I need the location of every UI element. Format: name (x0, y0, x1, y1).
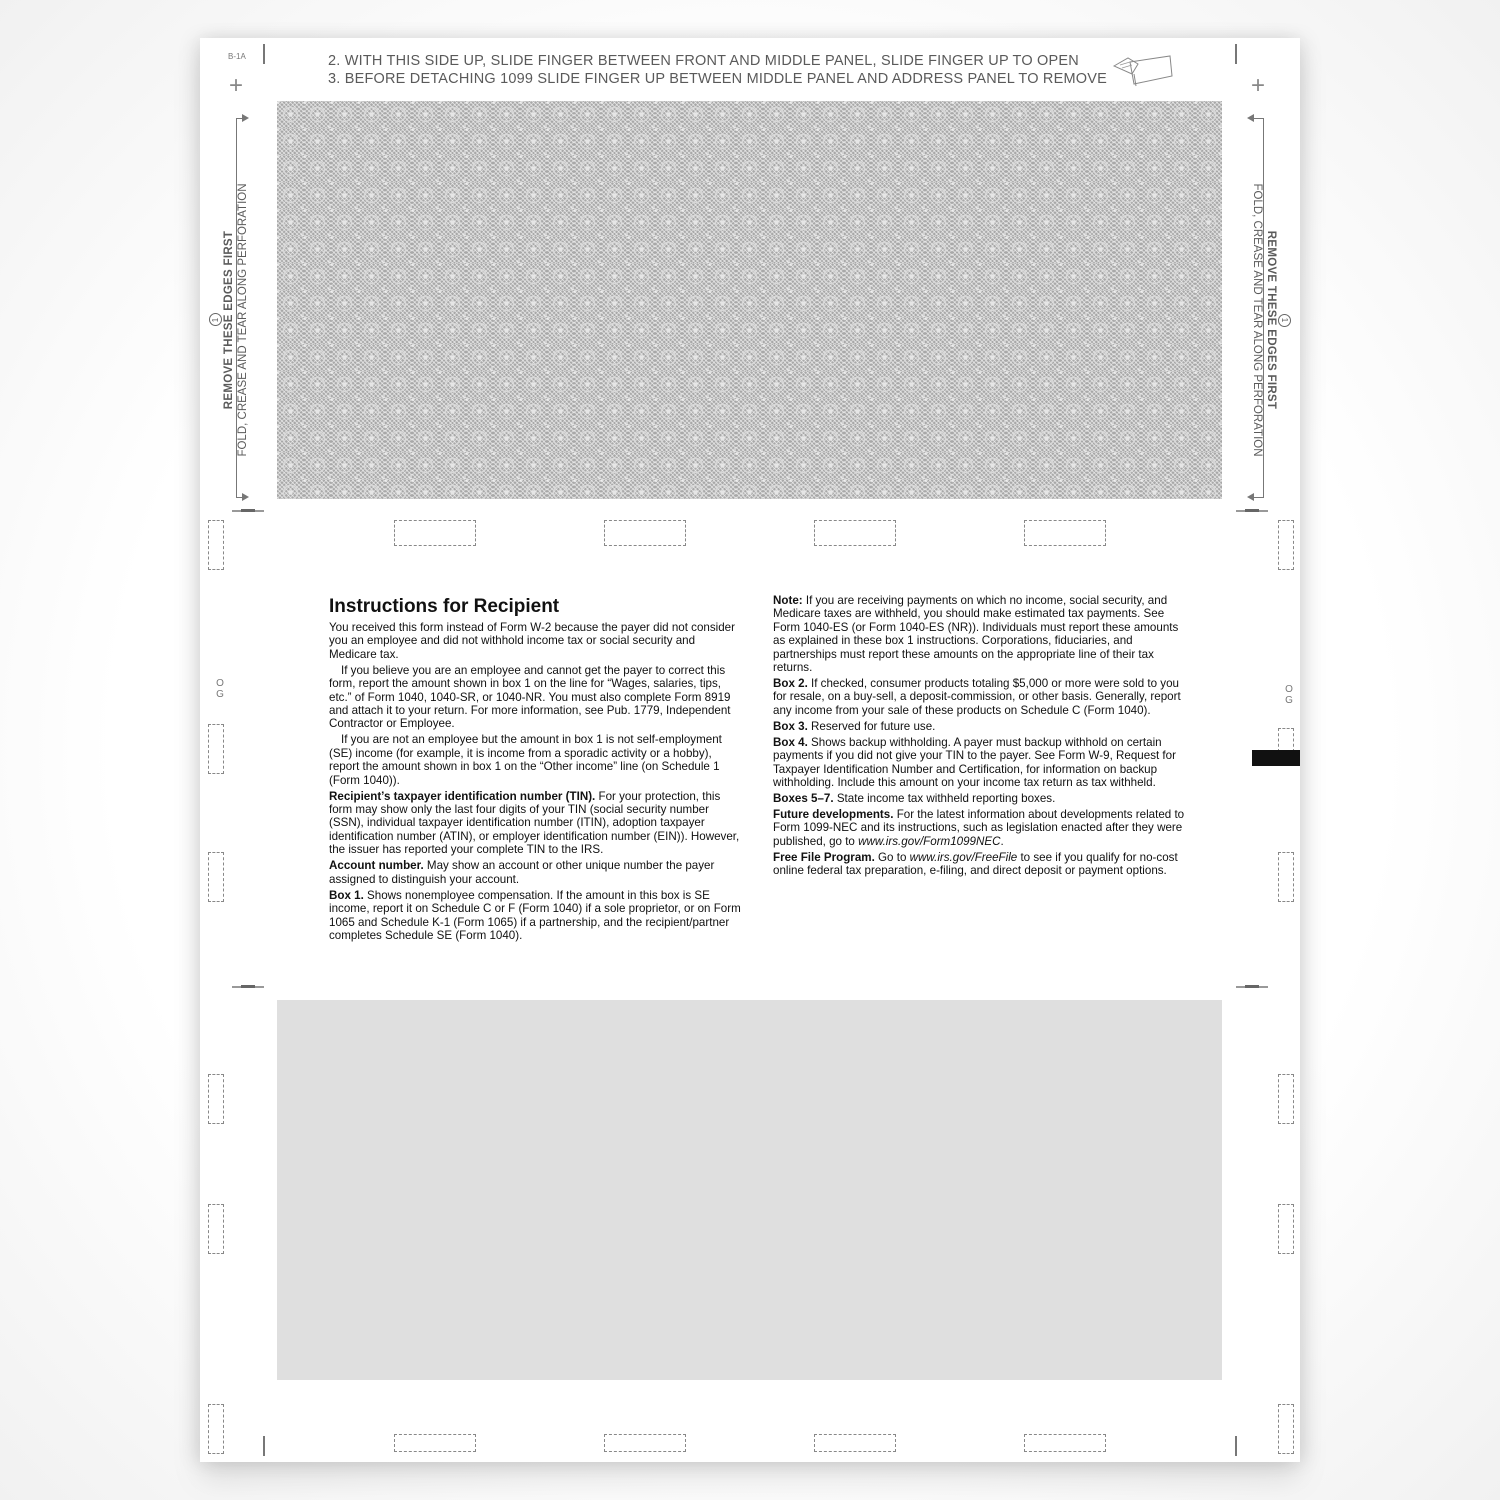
paragraph-text: Reserved for future use. (807, 719, 936, 733)
paragraph-heading: Free File Program. (773, 850, 875, 864)
instruction-paragraph (329, 889, 741, 943)
perforation-window (208, 1074, 224, 1124)
paragraph-text: You received this form instead of Form W-2 because the payer did not consider you an employee and did not withhold income tax or social security and Medicare tax. (329, 621, 735, 661)
instruction-paragraph (773, 720, 1185, 733)
perforation-window (814, 520, 896, 546)
remove-edges-text: REMOVE THESE EDGES FIRST (223, 230, 235, 410)
perforation-window (814, 1434, 896, 1452)
perforation-window (208, 852, 224, 902)
trim-mark (1235, 1436, 1237, 1456)
og-letter-g: G (1285, 695, 1293, 706)
timing-mark-bar (1252, 750, 1300, 766)
instruction-paragraph (773, 851, 1185, 878)
opening-instructions (328, 52, 1107, 88)
og-mark-right (1283, 684, 1295, 706)
instruction-paragraph (329, 664, 741, 731)
paragraph-heading: Boxes 5–7. (773, 792, 834, 806)
fold-mark (1236, 510, 1268, 512)
perforation-window (1278, 1404, 1294, 1454)
perforation-window (208, 520, 224, 570)
perforation-window (1278, 852, 1294, 902)
paragraph-text: Shows backup withholding. A payer must backup withhold on certain payments if you did not give your TIN to the payer. See Form W-9, Request for Taxpayer Identification Number and Certification, for information on backup withholding. Include this amount on your income tax return as tax withheld. (773, 735, 1176, 790)
paragraph-text: If you believe you are an employee and cannot get the payer to correct this form, report the amount shown in box 1 on the line for “Wages, salaries, tips, etc.” of Form 1040, 1040-SR, or 1040-NR. You must also complete Form 8919 and attach it to your return. For more information, see Pub. 1779, Independent Contractor or Employee. (329, 663, 731, 731)
instruction-step-2: 2. WITH THIS SIDE UP, SLIDE FINGER BETWEEN FRONT AND MIDDLE PANEL, SLIDE FINGER UP TO OPEN (328, 53, 1079, 69)
fold-mark (232, 510, 264, 512)
paragraph-text: For your protection, this form may show only the last four digits of your TIN (social security number (SSN), individual taxpayer identification number (ITIN), adoption taxpayer identification number (ATIN), or employer identification number (EIN)). However, the issuer has reported your complete TIN to the IRS. (329, 789, 740, 857)
paragraph-heading: Box 1. (329, 888, 364, 902)
paragraph-heading: Box 3. (773, 719, 808, 733)
instructions-right-column (773, 594, 1185, 880)
instruction-paragraph (329, 859, 741, 886)
instruction-paragraph (329, 733, 741, 787)
perforation-window (1278, 520, 1294, 570)
og-letter-o: O (1285, 684, 1293, 695)
paragraph-text: If checked, consumer products totaling $5,000 or more were sold to you for resale, on a buy-sell, a deposit-commission, or other basis. Generally, report any income from your sale of these products on Schedule C (Form 1040). (773, 677, 1181, 717)
address-panel-blank (277, 1000, 1222, 1380)
paragraph-text: If you are receiving payments on which no income, social security, and Medicare taxes are withheld, you should make estimated tax payments. See Form 1040-ES (or Form 1040-ES (NR)). Individuals must report these amounts as explained in these box 1 instructions. Corporations, fiduciaries, and partnerships must report these amounts on the appropriate line of their tax returns. (773, 594, 1179, 675)
paragraph-heading: Box 4. (773, 735, 808, 749)
irs-form1099nec-link[interactable]: www.irs.gov/Form1099NEC (858, 834, 1001, 848)
instruction-paragraph (773, 594, 1185, 674)
paragraph-text: . (1000, 834, 1004, 848)
instructions-title: Instructions for Recipient (329, 596, 560, 617)
paragraph-text: Shows nonemployee compensation. If the amount in this box is SE income, report it on Schedule C or F (Form 1040) if a sole proprietor, or on Form 1065 and Schedule K-1 (Form 1065) if a partnership, and the recipient/partner completes Schedule SE (Form 1040). (329, 888, 741, 942)
remove-edges-text: REMOVE THESE EDGES FIRST (1265, 230, 1277, 410)
step-number-icon: 1 (209, 314, 222, 327)
instruction-paragraph (329, 621, 741, 661)
og-letter-g: G (216, 689, 224, 700)
arrow-right-icon (242, 114, 249, 122)
perforation-window (604, 1434, 686, 1452)
fold-crease-text: FOLD, CREASE AND TEAR ALONG PERFORATION (1251, 183, 1263, 457)
fold-crease-text: FOLD, CREASE AND TEAR ALONG PERFORATION (237, 183, 249, 457)
form-code: B-1A (228, 52, 246, 61)
paragraph-heading: Note: (773, 594, 803, 607)
perforation-window (208, 1404, 224, 1454)
perforation-window (1278, 1074, 1294, 1124)
instructions-left-column (329, 596, 741, 945)
fold-arrow-head (1253, 118, 1263, 119)
paragraph-heading: Box 2. (773, 677, 808, 691)
fold-mark (232, 986, 264, 988)
registration-mark: + (229, 72, 244, 99)
instruction-step-3: 3. BEFORE DETACHING 1099 SLIDE FINGER UP BETWEEN MIDDLE PANEL AND ADDRESS PANEL TO REMOVE (328, 71, 1107, 87)
paragraph-text: May show an account or other unique number the payer assigned to distinguish your account. (329, 859, 715, 886)
paragraph-heading: Account number. (329, 859, 424, 873)
og-mark-left (214, 678, 226, 700)
perforation-window (604, 520, 686, 546)
paragraph-text: If you are not an employee but the amount in box 1 is not self-employment (SE) income (for example, it is income from a sporadic activity or a hobby), report the amount shown in box 1 on the “Other income” line (on Schedule 1 (Form 1040)). (329, 733, 722, 787)
perforation-window (1278, 728, 1294, 752)
perforation-window (208, 1204, 224, 1254)
paragraph-text: For the latest information about developments related to Form 1099-NEC and its instructions, such as legislation enacted after they were published, go to (773, 808, 1185, 848)
instruction-paragraph (773, 808, 1185, 848)
security-pattern-panel (277, 101, 1222, 499)
perforation-window (1024, 520, 1106, 546)
trim-mark (263, 44, 265, 64)
perforation-window (208, 724, 224, 774)
remove-edges-label-right (1244, 140, 1292, 500)
instruction-paragraph (773, 792, 1185, 805)
tax-form-page (200, 38, 1300, 1462)
perforation-window (394, 520, 476, 546)
paragraph-text: State income tax withheld reporting boxes. (833, 792, 1056, 806)
fold-mark (1236, 986, 1268, 988)
og-letter-o: O (216, 678, 224, 689)
trim-mark (263, 1436, 265, 1456)
instruction-paragraph (773, 677, 1185, 717)
paragraph-heading: Future developments. (773, 808, 894, 822)
trim-mark (1235, 44, 1237, 64)
instruction-paragraph (773, 736, 1185, 790)
paragraph-heading: Recipient’s taxpayer identification number (TIN). (329, 789, 596, 803)
perforation-window (1024, 1434, 1106, 1452)
perforation-window (394, 1434, 476, 1452)
registration-mark: + (1251, 72, 1266, 99)
envelope-opening-icon (1110, 52, 1174, 88)
perforation-window (1278, 1204, 1294, 1254)
instruction-paragraph (329, 790, 741, 857)
paragraph-text: to see if you qualify for no-cost online federal tax preparation, e-filing, and direct deposit or payment options. (773, 850, 1178, 878)
arrow-left-icon (1247, 114, 1254, 122)
remove-edges-label-left (208, 140, 256, 500)
step-number-icon: 1 (1278, 314, 1291, 327)
paragraph-text: Go to (874, 850, 910, 864)
irs-freefile-link[interactable]: www.irs.gov/FreeFile (909, 850, 1018, 864)
